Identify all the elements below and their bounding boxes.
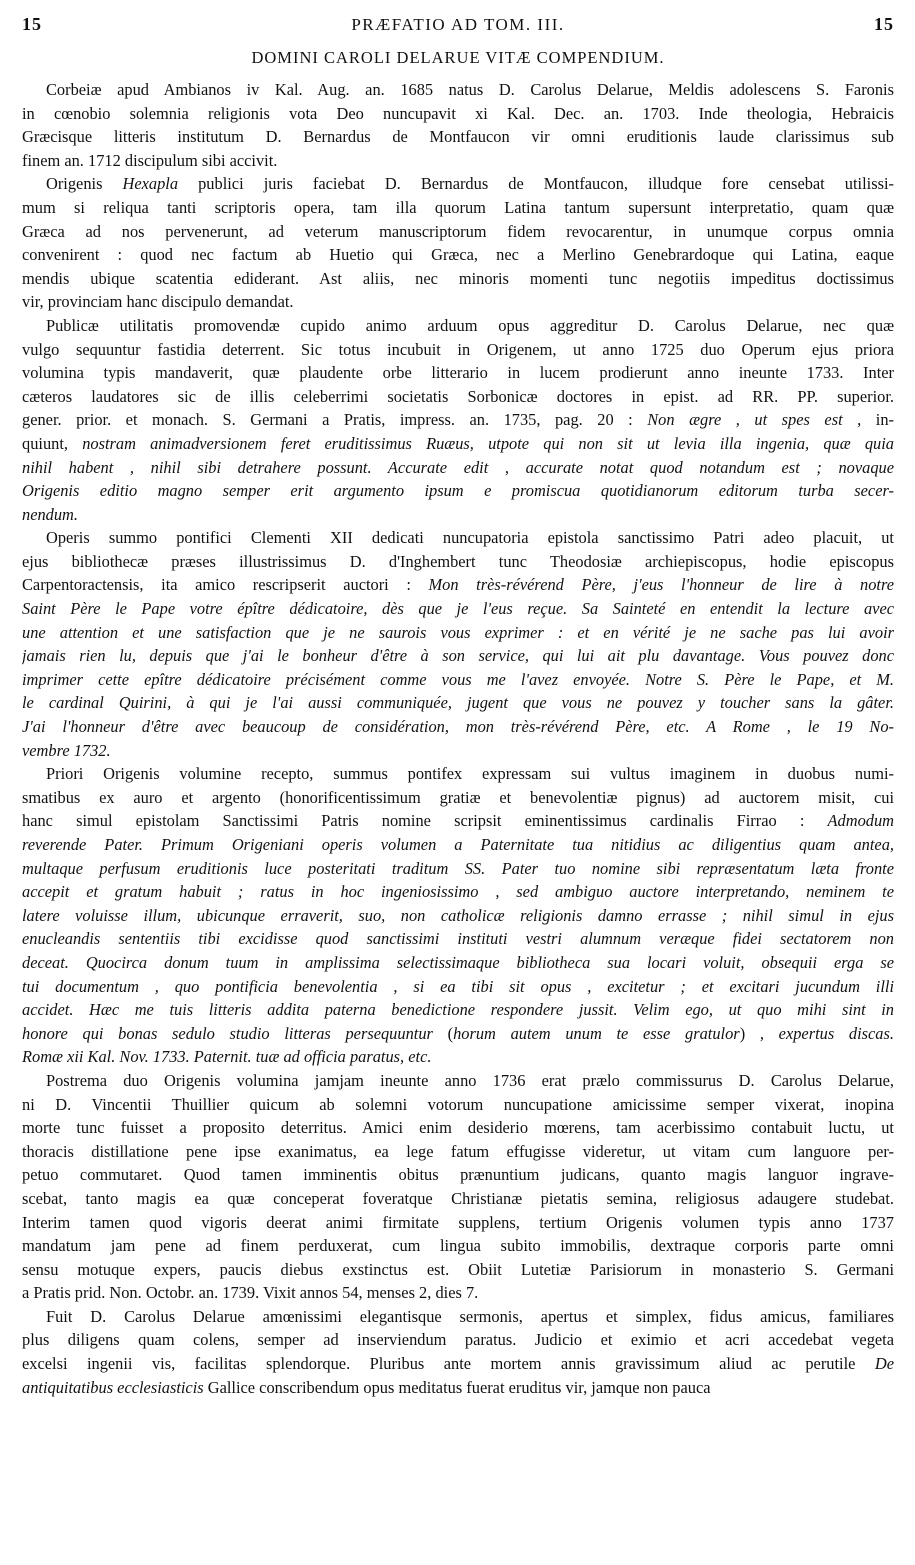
text-line: [22, 196, 894, 220]
text-segment: excelsi ingenii vis, facilitas splendorque. Pluribus ante mortem annis gravissimum aliud ac perutile: [22, 1354, 875, 1374]
italic-text: Mon très-révérend Père, j'eus l'honneur de lire à notre: [428, 575, 894, 595]
text-segment: Carpentoractensis, ita amico rescripserit auctori :: [22, 575, 429, 595]
text-line: [22, 314, 894, 338]
italic-text: imprimer cette epître dédicatoire précisément comme vous me l'avez envoyée. Notre S. Père le Pape, et M.: [22, 669, 894, 689]
text-line: [22, 432, 894, 456]
text-segment: mandatum jam pene ad finem perduxerat, cum lingua subito immobilis, dextraque corporis parte omni: [22, 1236, 894, 1256]
italic-text: Origenis editio magno semper erit argumento ipsum e promiscua quotidianorum editorum turba secer-: [22, 481, 894, 501]
italic-text: latere voluisse illum, ubicunque erraverit, suo, non catholicæ religionis damno errasse ; nihil simul in ejus: [22, 905, 894, 925]
text-line: [22, 267, 894, 291]
text-line: [22, 1211, 894, 1235]
text-line: [22, 408, 894, 432]
text-segment: morte tunc fuisset a proposito deterritus. Amici enim desiderio mœrens, tam acerbissimo contabuit luctu, ut: [22, 1118, 894, 1138]
text-line: [22, 102, 894, 126]
text-segment: Corbeiæ apud Ambianos iv Kal. Aug. an. 1685 natus D. Carolus Delarue, Meldis adolescens S. Faronis: [46, 80, 894, 99]
text-line: [22, 573, 894, 597]
text-line: [22, 1234, 894, 1258]
page-number-right: 15: [874, 14, 894, 34]
text-line: [22, 951, 894, 975]
italic-text: une attention et une satisfaction que je ne saurois vous exprimer : et en vérité je ne sache pas lui avoir: [22, 622, 894, 642]
italic-text: accidet. Hæc me tuis litteris addita paterna benedictione respondere jussit. Velim ego, ut quo mihi sint in: [22, 1000, 894, 1020]
text-line: [22, 621, 894, 645]
text-segment: Postrema duo Origenis volumina jamjam ineunte anno 1736 erat prælo commissurus D. Carolus Delarue,: [46, 1070, 894, 1090]
paragraph: [22, 314, 894, 526]
italic-text: deceat. Quocirca donum tuum in amplissima selectissimaque bibliotheca sua locari voluit, obsequii erga se: [22, 952, 894, 972]
text-line: [22, 361, 894, 385]
text-line: [22, 597, 894, 621]
italic-text: De: [874, 1354, 894, 1374]
italic-text: Admodum: [827, 811, 894, 831]
text-line: [22, 998, 894, 1022]
text-line: [22, 1352, 894, 1376]
text-segment: Operis summo pontifici Clementi XII dedicati nuncupatoria epistola sanctissimo Patri adeo placuit, ut: [46, 528, 894, 548]
text-line: [22, 644, 894, 668]
page: [22, 14, 894, 1399]
text-segment: smatibus ex auro et argento (honorificentissimum gratiæ et benevolentiæ pignus) ad auctorem misit, cui: [22, 787, 894, 807]
text-line: [22, 739, 894, 763]
text-segment: ): [739, 1023, 746, 1043]
running-header: [22, 14, 894, 40]
text-segment: in-: [861, 410, 894, 430]
text-line: [22, 550, 894, 574]
text-line: [22, 243, 894, 267]
text-segment: gener. prior. et monach. S. Germani a Pratis, impress. an. 1735, pag. 20 :: [22, 410, 648, 430]
italic-text: tui documentum , quo pontificia benevolentia , si ea tibi sit opus , excitetur ; et excitari jucundum illi: [22, 976, 894, 996]
text-line: [22, 172, 894, 196]
paragraph: [22, 1305, 894, 1399]
text-segment: ni D. Vincentii Thuillier quicum ab solemni votorum nuncupatione amicissime semper vixerat, inopina: [22, 1094, 894, 1114]
text-segment: scebat, tanto magis ea quæ conceperat foveratque Christianæ pietatis semina, religiosus adaugere studebat.: [22, 1188, 894, 1208]
section-title: DOMINI CAROLI DELARUE VITÆ COMPENDIUM.: [251, 48, 665, 67]
text-segment: Græca ad nos pervenerunt, ad veterum manuscriptorum fidem revocarentur, in unumque corpus omnia: [22, 221, 894, 241]
italic-text: J'ai l'honneur d'être avec beaucoup de considération, mon très-révérend Père, etc. A Rome , le 19 No-: [22, 717, 894, 737]
paragraph: [22, 762, 894, 1069]
text-segment: finem an. 1712 discipulum sibi accivit.: [22, 150, 278, 170]
text-line: [22, 1328, 894, 1352]
text-line: [22, 833, 894, 857]
text-line: [22, 385, 894, 409]
text-segment: Priori Origenis volumine recepto, summus pontifex expressam sui vultus imaginem in duobus numi-: [46, 764, 894, 784]
text-segment: hanc simul epistolam Sanctissimi Patris nomine scripsit eminentissimus cardinalis Firrao :: [22, 811, 828, 831]
text-segment: quiunt,: [22, 433, 83, 453]
page-number-left: 15: [22, 14, 42, 34]
text-line: [22, 125, 894, 149]
italic-text: jamais rien lu, depuis que j'ai le bonheur d'être à son service, qui lui ait plu davantage. Vous pouvez donc: [22, 646, 894, 666]
text-line: [22, 668, 894, 692]
italic-text: Saint Père le Pape votre épître dédicatoire, dès que je l'eus reçue. Sa Sainteté en entendit la lecture avec: [22, 599, 894, 619]
text-line: [22, 715, 894, 739]
running-title: PRÆFATIO AD TOM. III.: [351, 15, 565, 34]
text-line: [22, 1258, 894, 1282]
body-text: [22, 78, 894, 1399]
text-line: [22, 78, 894, 102]
text-line: [22, 1305, 894, 1329]
text-segment: Publicæ utilitatis promovendæ cupido animo arduum opus aggreditur D. Carolus Delarue, nec quæ: [46, 315, 894, 335]
text-line: [22, 880, 894, 904]
text-line: [22, 786, 894, 810]
text-segment: cæteros laudatores sic de illis celeberrimi societatis Sorbonicæ doctores in epist. ad RR. PP. superior.: [22, 386, 894, 406]
italic-text: Hexapla: [122, 174, 179, 194]
italic-text: le cardinal Quirini, à qui je l'ai aussi communiquée, jugent que vous ne pouvez y toucher sans la gâter.: [22, 693, 894, 713]
italic-text: enucleandis sententiis tibi excidisse quod sanctissimi instituti vestri alumnum veræque fidei sectatorem non: [22, 929, 894, 949]
text-segment: Græcisque litteris institutum D. Bernardus de Montfaucon vir omni eruditionis laude clarissimus sub: [22, 127, 894, 147]
text-segment: convenirent : quod nec factum ab Huetio qui Græca, nec a Merlino Genebrardoque qui Latina, eaque: [22, 245, 894, 265]
text-line: [22, 691, 894, 715]
italic-text: Non ægre , ut spes est ,: [647, 410, 862, 430]
text-line: [22, 290, 894, 314]
text-line: [22, 927, 894, 951]
text-segment: plus diligens quam colens, semper ad inserviendum paratus. Judicio et eximio et acri accedebat vegeta: [22, 1330, 894, 1350]
text-segment: thoracis distillatione pene ipse exanimatus, ea lege fatum effugisse videretur, ut vitam cum languore per-: [22, 1141, 894, 1161]
text-segment: Gallice conscribendum opus meditatus fuerat eruditus vir, jamque non pauca: [203, 1377, 711, 1397]
paragraph: [22, 172, 894, 314]
text-line: [22, 809, 894, 833]
text-segment: Interim tamen quod vigoris deerat animi firmitate supplens, tertium Origenis volumen typis anno 1737: [22, 1212, 894, 1232]
italic-text: multaque perfusum eruditionis luce posteritati traditum SS. Pater tuo nomine sibi repræsentatum læta fronte: [22, 858, 894, 878]
text-segment: Origenis: [46, 174, 123, 194]
text-line: [22, 526, 894, 550]
text-line: [22, 456, 894, 480]
italic-text: nostram animadversionem feret eruditissimus Ruæus, utpote qui non sit ut levia illa ingenia, quæ quia: [82, 433, 894, 453]
text-segment: a Pratis prid. Non. Octobr. an. 1739. Vixit annos 54, menses 2, dies 7.: [22, 1283, 479, 1303]
italic-text: Romæ xii Kal. Nov. 1733. Paternit. tuæ ad officia paratus, etc.: [22, 1047, 432, 1067]
text-line: [22, 1022, 894, 1046]
text-line: [22, 762, 894, 786]
italic-text: horum autem unum te esse gratulor: [453, 1023, 740, 1043]
text-line: [22, 975, 894, 999]
text-segment: publici juris faciebat D. Bernardus de Montfaucon, illudque fore censebat utilissi-: [178, 174, 894, 194]
text-line: [22, 479, 894, 503]
text-line: [22, 904, 894, 928]
text-segment: (: [447, 1023, 454, 1043]
italic-text: , expertus discas.: [745, 1023, 894, 1043]
paragraph: [22, 526, 894, 762]
text-line: [22, 503, 894, 527]
paragraph: [22, 78, 894, 172]
text-segment: ejus bibliothecæ præses illustrissimus D. d'Inghembert tunc Theodosiæ archiepiscopus, hodie episcopus: [22, 551, 894, 571]
text-segment: sensu motuque expers, paucis diebus exstinctus est. Obiit Lutetiæ Parisiorum in monasterio S. Germani: [22, 1259, 894, 1279]
text-line: [22, 220, 894, 244]
text-line: [22, 1281, 894, 1305]
text-segment: Fuit D. Carolus Delarue amœnissimi elegantisque sermonis, apertus et simplex, fidus amicus, familiares: [46, 1306, 894, 1326]
text-line: [22, 1376, 894, 1400]
text-line: [22, 1140, 894, 1164]
italic-text: accepit et gratum habuit ; ratus in hoc ingeniosissimo , sed ambiguo auctore interpretando, neminem te: [22, 882, 894, 902]
paragraph: [22, 1069, 894, 1305]
text-segment: mendis ubique scatentia ediderant. Ast aliis, nec minoris momenti tunc negotiis impeditus doctissimus: [22, 268, 894, 288]
text-line: [22, 1116, 894, 1140]
text-segment: mum si reliqua tanti scriptoris opera, tam illa quorum Latina tantum supersunt interpretatio, quam quæ: [22, 197, 894, 217]
text-line: [22, 1045, 894, 1069]
text-segment: petuo commutaret. Quod tamen imminentis obitus prænuntium judicans, quanto magis languor ingrave-: [22, 1165, 894, 1185]
text-segment: vir, provinciam hanc discipulo demandat.: [22, 292, 294, 312]
text-line: [22, 1163, 894, 1187]
text-segment: in cœnobio solemnia religionis vota Deo nuncupavit xi Kal. Dec. an. 1703. Inde theologia, Hebraicis: [22, 103, 894, 123]
text-segment: volumina typis mandaverit, quæ plaudente orbe litterario in lucem prodierunt anno ineunte 1733. Inter: [22, 363, 894, 383]
text-segment: vulgo sequuntur fastidia deterrent. Sic totus incubuit in Origenem, ut anno 1725 duo Operum ejus priora: [22, 339, 894, 359]
text-line: [22, 149, 894, 173]
text-line: [22, 1069, 894, 1093]
italic-text: nihil habent , nihil sibi detrahere possunt. Accurate edit , accurate notat quod notandum est ; novaque: [22, 457, 894, 477]
text-line: [22, 1093, 894, 1117]
italic-text: reverende Pater. Primum Origeniani operis volumen a Paternitate tua nitidius ac diligentius quam antea,: [22, 835, 894, 854]
italic-text: antiquitatibus ecclesiasticis: [22, 1377, 204, 1397]
text-line: [22, 857, 894, 881]
italic-text: honore qui bonas sedulo studio litteras persequuntur: [22, 1023, 448, 1043]
text-line: [22, 1187, 894, 1211]
text-line: [22, 338, 894, 362]
italic-text: nendum.: [22, 504, 78, 524]
italic-text: vembre 1732.: [22, 740, 111, 760]
